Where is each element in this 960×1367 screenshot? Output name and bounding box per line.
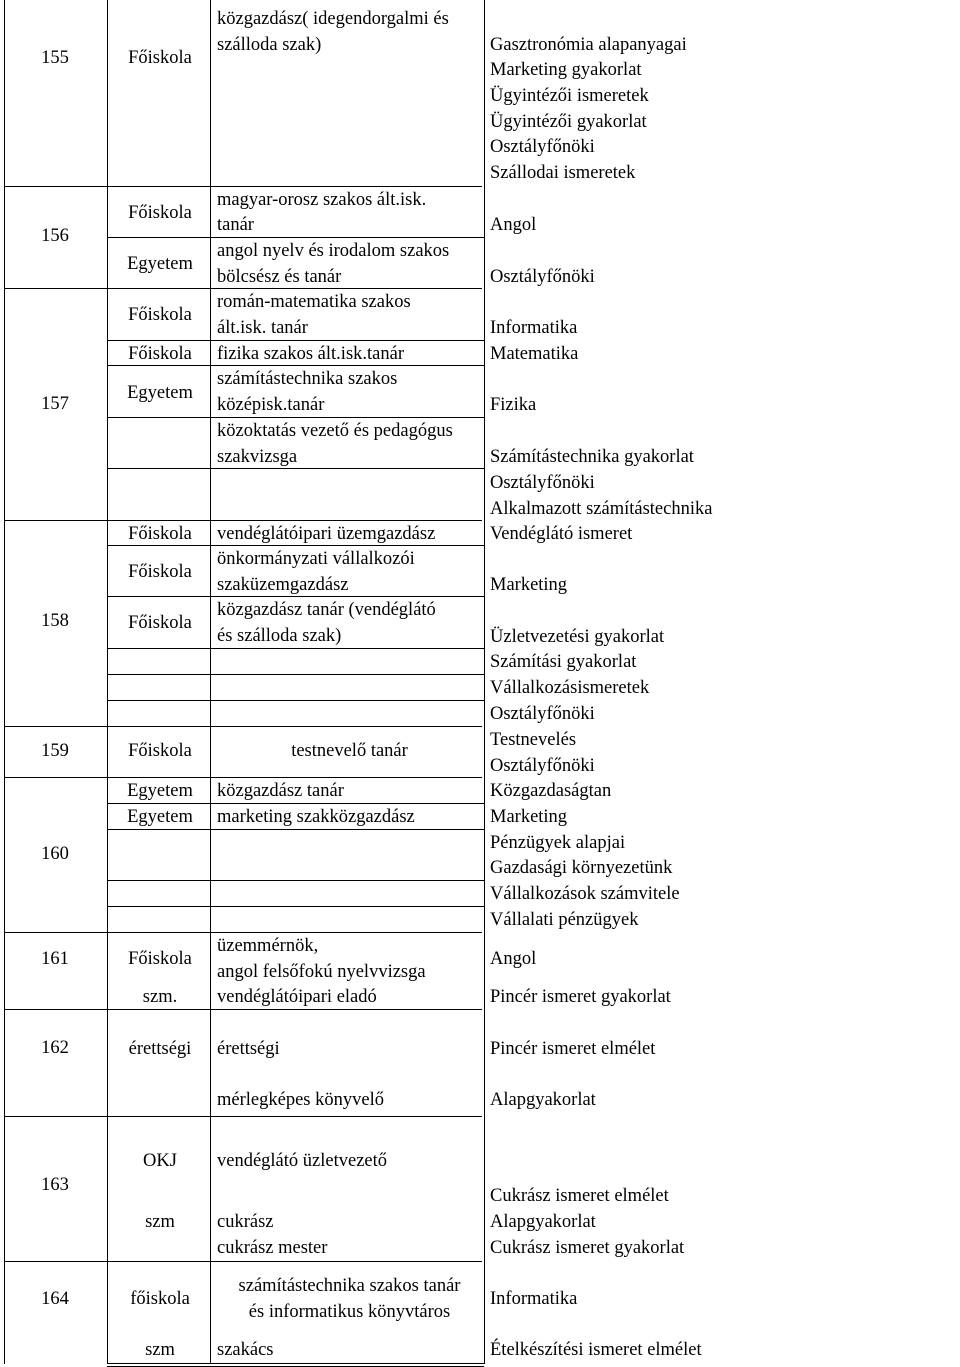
qualification: vendéglátóipari üzemgazdász — [217, 524, 436, 544]
subject: Angol — [490, 215, 537, 235]
entry-number: 157 — [41, 394, 69, 414]
row-separator — [107, 596, 484, 597]
row-separator — [107, 674, 484, 675]
qualification: szakács — [217, 1340, 274, 1360]
qualification: számítástechnika szakos tanár — [238, 1276, 461, 1296]
subject: Testnevelés — [490, 730, 577, 750]
subject: Vendéglátó ismeret — [490, 524, 633, 544]
row-separator — [4, 1261, 482, 1262]
subject: Pincér ismeret elmélet — [490, 1039, 656, 1059]
qualification: közgazdász( idegendorgalmi és — [217, 9, 449, 29]
subject: Alapgyakorlat — [490, 1212, 596, 1232]
qualification: fizika szakos ált.isk.tanár — [217, 344, 404, 364]
education-level: főiskola — [130, 1289, 190, 1309]
row-separator — [4, 726, 482, 727]
subject: Számítási gyakorlat — [490, 652, 637, 672]
subject: Marketing — [490, 575, 568, 595]
subject: Közgazdaságtan — [490, 781, 612, 801]
education-level: Főiskola — [128, 48, 192, 68]
row-separator — [4, 288, 482, 289]
table-border — [4, 0, 5, 1364]
entry-number: 158 — [41, 611, 69, 631]
subject: Üzletvezetési gyakorlat — [490, 627, 665, 647]
qualification: magyar-orosz szakos ált.isk. — [217, 190, 427, 210]
row-separator — [107, 340, 484, 341]
qualification: közoktatás vezető és pedagógus — [217, 421, 453, 441]
qualification: testnevelő tanár — [291, 741, 408, 761]
subject: Ételkészítési ismeret elmélet — [490, 1340, 702, 1360]
subject: Osztályfőnöki — [490, 704, 595, 724]
column-separator — [210, 0, 211, 1364]
education-level: Főiskola — [128, 741, 192, 761]
subject: Osztályfőnöki — [490, 473, 595, 493]
subject: Osztályfőnöki — [490, 137, 595, 157]
subject: Angol — [490, 949, 537, 969]
subject: Ügyintézői gyakorlat — [490, 112, 647, 132]
column-separator — [107, 0, 108, 1364]
qualification: érettségi — [217, 1039, 280, 1059]
education-level: Főiskola — [128, 613, 192, 633]
row-separator — [107, 417, 484, 418]
row-separator — [4, 1009, 482, 1010]
qualification: vendéglátó üzletvezető — [217, 1151, 388, 1171]
subject: Vállalkozások számvitele — [490, 884, 680, 904]
subject: Osztályfőnöki — [490, 756, 595, 776]
qualification: önkormányzati vállalkozói — [217, 549, 415, 569]
education-level: Egyetem — [127, 383, 193, 403]
subject: Ügyintézői ismeretek — [490, 86, 649, 106]
entry-number: 156 — [41, 226, 69, 246]
education-level: szm — [145, 1212, 175, 1232]
row-separator — [107, 237, 484, 238]
qualification: üzemmérnök, — [217, 936, 319, 956]
education-level: Főiskola — [128, 562, 192, 582]
entry-number: 155 — [41, 48, 69, 68]
subject: Cukrász ismeret gyakorlat — [490, 1238, 685, 1258]
education-level: Főiskola — [128, 344, 192, 364]
qualification: középisk.tanár — [217, 395, 325, 415]
entry-number: 161 — [41, 949, 69, 969]
row-separator — [107, 700, 484, 701]
entry-number: 164 — [41, 1289, 69, 1309]
subject: Cukrász ismeret elmélet — [490, 1186, 669, 1206]
qualification: számítástechnika szakos — [217, 369, 398, 389]
education-level: Főiskola — [128, 203, 192, 223]
entry-number: 162 — [41, 1038, 69, 1058]
qualification: angol felsőfokú nyelvvizsga — [217, 962, 426, 982]
subject: Informatika — [490, 1289, 578, 1309]
qualification: cukrász mester — [217, 1238, 328, 1258]
subject: Pénzügyek alapjai — [490, 833, 626, 853]
education-level: szm. — [142, 987, 178, 1007]
subject: Gasztronómia alapanyagai — [490, 35, 687, 55]
education-level: szm — [145, 1340, 175, 1360]
entry-number: 159 — [41, 741, 69, 761]
education-level: Főiskola — [128, 949, 192, 969]
row-separator — [4, 520, 482, 521]
subject: Osztályfőnöki — [490, 267, 595, 287]
row-separator — [4, 777, 482, 778]
qualification: szálloda szak) — [217, 35, 322, 55]
qualification: vendéglátóipari eladó — [217, 987, 377, 1007]
column-separator — [484, 0, 485, 1364]
entry-number: 160 — [41, 844, 69, 864]
education-level: Egyetem — [127, 781, 193, 801]
education-level: érettségi — [128, 1039, 192, 1059]
qualification: marketing szakközgazdász — [217, 807, 415, 827]
education-level: Egyetem — [127, 807, 193, 827]
subject: Alkalmazott számítástechnika — [490, 499, 713, 519]
row-separator — [107, 648, 484, 649]
subject: Fizika — [490, 395, 537, 415]
row-separator — [107, 468, 484, 469]
education-level: Egyetem — [127, 254, 193, 274]
entry-number: 163 — [41, 1175, 69, 1195]
subject: Vállalati pénzügyek — [490, 910, 639, 930]
qualification: és szálloda szak) — [217, 626, 342, 646]
row-separator — [107, 880, 484, 881]
subject: Matematika — [490, 344, 579, 364]
row-separator — [4, 1116, 482, 1117]
qualification: mérlegképes könyvelő — [217, 1090, 384, 1110]
education-level: OKJ — [143, 1151, 177, 1171]
qualification: cukrász — [217, 1212, 274, 1232]
subject: Marketing — [490, 807, 568, 827]
qualification: közgazdász tanár — [217, 781, 344, 801]
row-separator — [4, 932, 482, 933]
education-level: Főiskola — [128, 524, 192, 544]
subject: Számítástechnika gyakorlat — [490, 447, 694, 467]
qualification: közgazdász tanár (vendéglátó — [217, 600, 436, 620]
qualification: szaküzemgazdász — [217, 575, 349, 595]
subject: Pincér ismeret gyakorlat — [490, 987, 671, 1007]
subject: Marketing gyakorlat — [490, 60, 642, 80]
row-separator — [107, 803, 484, 804]
subject: Alapgyakorlat — [490, 1090, 596, 1110]
row-separator — [107, 365, 484, 366]
education-level: Főiskola — [128, 305, 192, 325]
row-separator — [107, 829, 484, 830]
qualification: szakvizsga — [217, 447, 298, 467]
qualification: tanár — [217, 215, 254, 235]
qualification: bölcsész és tanár — [217, 267, 342, 287]
qualification: ált.isk. tanár — [217, 318, 308, 338]
qualification: és informatikus könyvtáros — [248, 1302, 451, 1322]
row-separator — [4, 186, 482, 187]
qualification: román-matematika szakos — [217, 292, 411, 312]
subject: Informatika — [490, 318, 578, 338]
row-separator — [107, 545, 484, 546]
subject: Vállalkozásismeretek — [490, 678, 650, 698]
row-separator — [107, 906, 484, 907]
subject: Szállodai ismeretek — [490, 163, 636, 183]
qualification: angol nyelv és irodalom szakos — [217, 241, 450, 261]
subject: Gazdasági környezetünk — [490, 858, 673, 878]
